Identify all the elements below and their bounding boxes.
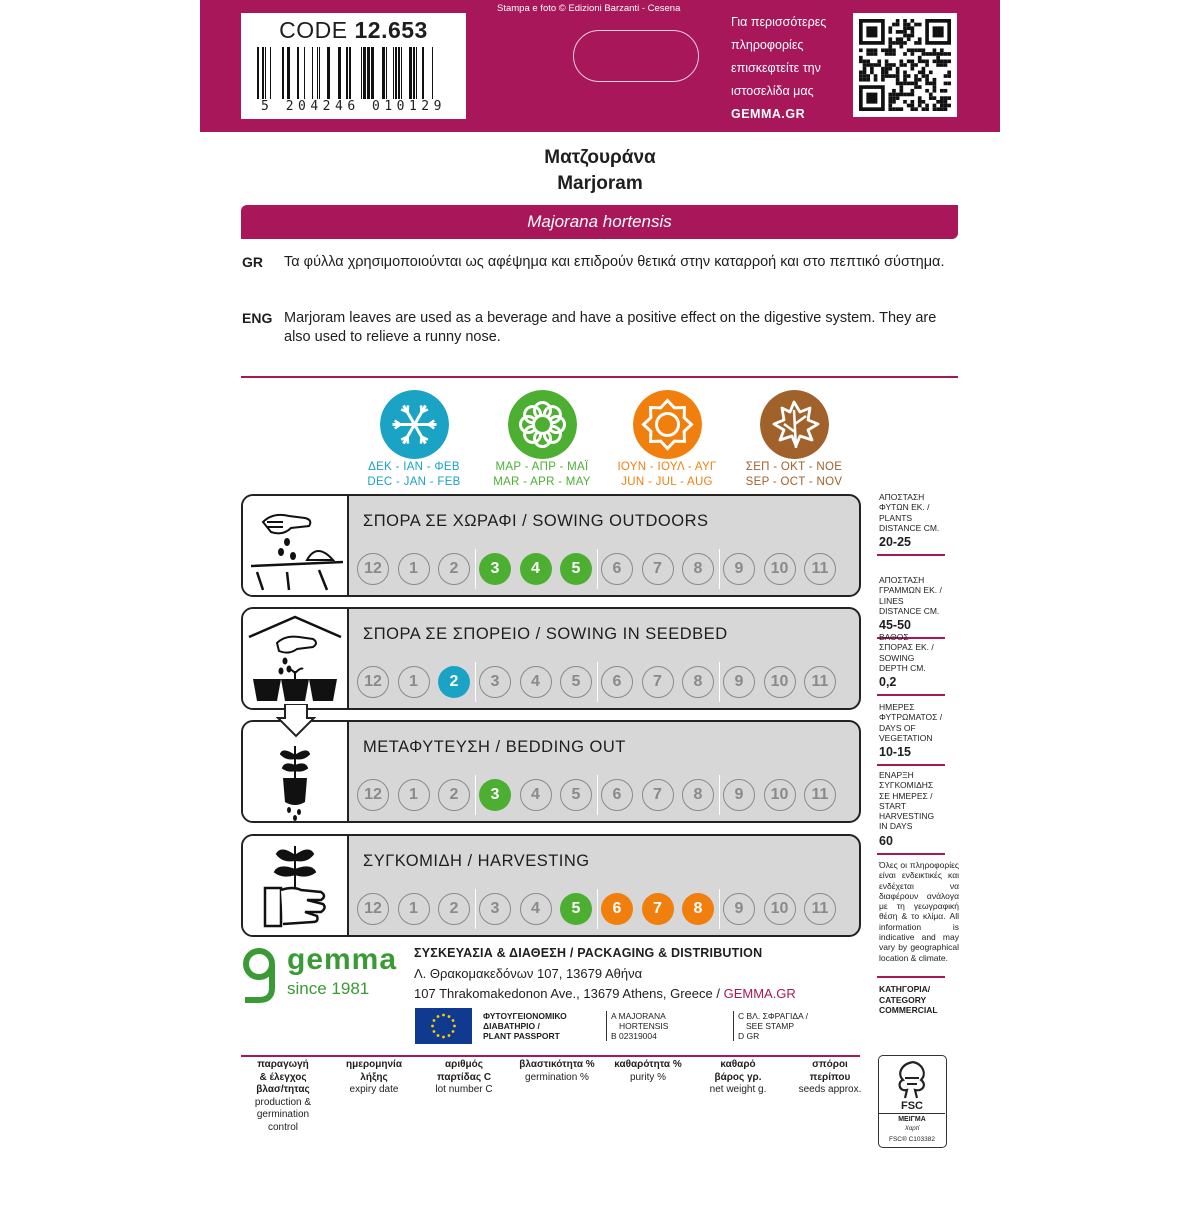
since-text: since 1981 bbox=[287, 979, 370, 998]
row-title: ΣΠΟΡΑ ΣΕ ΧΩΡΑΦΙ / SOWING OUTDOORS bbox=[363, 512, 709, 530]
stat-label: ΑΠΟΣΤΑΣΗ ΓΡΑΜΜΩΝ ΕΚ. / LINES DISTANCE CM. bbox=[879, 575, 942, 616]
month-6: 6 bbox=[601, 666, 633, 698]
stat-divider bbox=[877, 853, 945, 855]
stat-label: ΗΜΕΡΕΣ ΦΥΤΡΩΜΑΤΟΣ / DAYS OF VEGETATION bbox=[879, 702, 943, 743]
description-english: Marjoram leaves are used as a beverage and have a positive effect on the digestive system. They are also used to relieve a runny nose. bbox=[284, 310, 937, 345]
month-1: 1 bbox=[398, 666, 430, 698]
month-2: 2 bbox=[438, 779, 470, 811]
stat-label: ΒΑΘΟΣ ΣΠΟΡΑΣ ΕΚ. / SOWING DEPTH CM. bbox=[879, 632, 934, 673]
month-5: 5 bbox=[560, 779, 592, 811]
month-12: 12 bbox=[357, 666, 389, 698]
month-7: 7 bbox=[642, 666, 674, 698]
stat-value: 10-15 bbox=[879, 745, 911, 760]
month-2: 2 bbox=[438, 666, 470, 698]
brand-name: gemma bbox=[287, 943, 398, 976]
fsc-paper: Χαρτί bbox=[904, 1126, 920, 1132]
month-9: 9 bbox=[723, 893, 755, 925]
month-3: 3 bbox=[479, 553, 511, 585]
lot-info-column: καθαρό βάρος γρ. net weight g. bbox=[709, 1059, 767, 1095]
product-name-greek: Ματζουράνα bbox=[544, 147, 656, 168]
lot-info-column: παραγωγή & έλεγχος βλασ/τητας production & germination control bbox=[254, 1059, 312, 1133]
season-separator bbox=[475, 889, 476, 929]
month-6: 6 bbox=[601, 893, 633, 925]
fsc-badge bbox=[878, 1055, 947, 1148]
season-label-gr: ΣΕΠ - ΟΚΤ - ΝΟΕ bbox=[745, 461, 843, 473]
kod-number: ΚΩΔ. 16.837 bbox=[449, 60, 459, 112]
month-3: 3 bbox=[479, 893, 511, 925]
row-pictogram bbox=[243, 609, 349, 708]
lot-info-column: ημερομηνία λήξης expiry date bbox=[346, 1059, 402, 1095]
month-6: 6 bbox=[601, 779, 633, 811]
harvesting-icon bbox=[243, 836, 347, 935]
transplant-arrow-icon bbox=[276, 704, 316, 738]
seedbed-icon bbox=[243, 609, 347, 708]
sun-icon bbox=[633, 390, 702, 459]
season-separator bbox=[475, 549, 476, 589]
barcode-panel bbox=[241, 13, 466, 119]
season-label-gr: ΜΑΡ - ΑΠΡ - ΜΑΪ bbox=[495, 461, 589, 473]
more-info-text: Για περισσότερες πληροφορίες επισκεφτείτε την ιστοσελίδα μας GEMMA.GR bbox=[731, 11, 849, 126]
stat-label: ΕΝΑΡΞΗ ΣΥΓΚΟΜΙΔΗΣ ΣΕ ΗΜΕΡΕΣ / START HARVESTING IN DAYS bbox=[879, 770, 935, 832]
month-8: 8 bbox=[682, 666, 714, 698]
month-7: 7 bbox=[642, 893, 674, 925]
stat-value: 0,2 bbox=[879, 675, 897, 690]
fsc-code: FSC® C103382 bbox=[889, 1136, 935, 1143]
qr-code[interactable] bbox=[853, 13, 957, 117]
row-pictogram bbox=[243, 836, 349, 935]
month-8: 8 bbox=[682, 893, 714, 925]
month-10: 10 bbox=[764, 779, 796, 811]
month-2: 2 bbox=[438, 553, 470, 585]
season-label-en: MAR - APR - MAY bbox=[493, 476, 591, 488]
packaging-title: ΣΥΣΚΕΥΑΣΙΑ & ΔΙΑΘΕΣΗ / PACKAGING & DISTRIBUTION bbox=[414, 946, 763, 960]
season-separator bbox=[719, 549, 720, 589]
month-4: 4 bbox=[520, 779, 552, 811]
fsc-mix: ΜΕΙΓΜΑ bbox=[898, 1116, 926, 1123]
category-block: ΚΑΤΗΓΟΡΙΑ/ CATEGORY COMMERCIAL bbox=[879, 984, 938, 1015]
row-title: ΣΠΟΡΑ ΣΕ ΣΠΟΡΕΙΟ / SOWING IN SEEDBED bbox=[363, 625, 728, 643]
description-greek: Τα φύλλα χρησιμοποιούνται ως αφέψημα και επιδρούν θετικά στην καταρροή και στο πεπτικό σύστημα. bbox=[284, 254, 945, 270]
eu-flag-icon bbox=[415, 1008, 472, 1044]
month-6: 6 bbox=[601, 553, 633, 585]
website-link[interactable]: GEMMA.GR bbox=[731, 107, 806, 121]
month-11: 11 bbox=[804, 666, 836, 698]
passport-c-d: C ΒΛ. ΣΦΡΑΓΙΔΑ / SEE STAMP D GR bbox=[733, 1011, 808, 1041]
month-12: 12 bbox=[357, 779, 389, 811]
gemma-g-icon bbox=[241, 948, 281, 1004]
calendar-row bbox=[241, 720, 861, 823]
latin-name: Majorana hortensis bbox=[527, 212, 672, 231]
month-2: 2 bbox=[438, 893, 470, 925]
month-11: 11 bbox=[804, 893, 836, 925]
snowflake-icon bbox=[380, 390, 449, 459]
season-separator bbox=[475, 662, 476, 702]
product-name-english: Marjoram bbox=[557, 173, 643, 194]
season-label-en: DEC - JAN - FEB bbox=[367, 476, 461, 488]
row-title: ΣΥΓΚΟΜΙΔΗ / HARVESTING bbox=[363, 852, 590, 870]
month-12: 12 bbox=[357, 553, 389, 585]
row-pictogram bbox=[243, 496, 349, 595]
season-label-en: SEP - OCT - NOV bbox=[745, 476, 843, 488]
stats-divider bbox=[877, 976, 945, 978]
fsc-label: FSC bbox=[901, 1100, 923, 1112]
month-9: 9 bbox=[723, 553, 755, 585]
barcode-icon bbox=[257, 47, 451, 99]
product-code: CODE 12.653 bbox=[279, 17, 428, 43]
month-4: 4 bbox=[520, 893, 552, 925]
month-11: 11 bbox=[804, 553, 836, 585]
print-credit: Stampa e foto © Edizioni Barzanti - Cesena bbox=[497, 3, 681, 14]
season-separator bbox=[475, 775, 476, 815]
month-4: 4 bbox=[520, 666, 552, 698]
ean-number: 5 204246 010129 bbox=[261, 99, 446, 114]
lot-info-column: αριθμός παρτίδας C lot number C bbox=[435, 1059, 493, 1095]
stat-label: ΑΠΟΣΤΑΣΗ ΦΥΤΩΝ ΕΚ. / PLANTS DISTANCE CM. bbox=[879, 492, 940, 533]
season-separator bbox=[719, 662, 720, 702]
hang-hole-outline bbox=[573, 30, 699, 82]
lot-info-column: σπόροι περίπου seeds approx. bbox=[798, 1059, 862, 1095]
season-label-gr: ΔΕΚ - ΙΑΝ - ΦΕΒ bbox=[368, 461, 460, 473]
month-1: 1 bbox=[398, 893, 430, 925]
season-separator bbox=[719, 775, 720, 815]
lot-info-column: βλαστικότητα % germination % bbox=[519, 1059, 595, 1083]
season-separator bbox=[597, 889, 598, 929]
passport-a-b: A MAJORANA HORTENSIS B 02319004 bbox=[606, 1011, 668, 1041]
stat-divider bbox=[877, 764, 945, 766]
month-5: 5 bbox=[560, 893, 592, 925]
month-5: 5 bbox=[560, 666, 592, 698]
month-10: 10 bbox=[764, 666, 796, 698]
season-separator bbox=[719, 889, 720, 929]
stat-value: 45-50 bbox=[879, 618, 911, 633]
month-1: 1 bbox=[398, 779, 430, 811]
divider bbox=[241, 376, 958, 378]
month-10: 10 bbox=[764, 893, 796, 925]
month-8: 8 bbox=[682, 553, 714, 585]
lang-label-gr: GR bbox=[242, 254, 263, 270]
calendar-row bbox=[241, 607, 861, 710]
leaf-icon bbox=[760, 390, 829, 459]
month-4: 4 bbox=[520, 553, 552, 585]
fsc-tree-icon bbox=[891, 1060, 935, 1100]
disclaimer-text: Όλες οι πληροφορίες είναι ενδεικτικές και ενδέχεται να διαφέρουν ανάλογα με τη γεωγραφική θέση & το κλίμα. All information is indicative and may vary by geographical location & climate. bbox=[879, 860, 959, 963]
stat-divider bbox=[877, 554, 945, 556]
month-7: 7 bbox=[642, 553, 674, 585]
month-7: 7 bbox=[642, 779, 674, 811]
calendar-row bbox=[241, 494, 861, 597]
season-separator bbox=[597, 549, 598, 589]
month-3: 3 bbox=[479, 666, 511, 698]
month-8: 8 bbox=[682, 779, 714, 811]
row-title: ΜΕΤΑΦΥΤΕΥΣΗ / BEDDING OUT bbox=[363, 738, 626, 756]
season-label-gr: ΙΟΥΝ - ΙΟΥΛ - ΑΥΓ bbox=[617, 461, 717, 473]
month-11: 11 bbox=[804, 779, 836, 811]
address-english: 107 Thrakomakedonon Ave., 13679 Athens, Greece / GEMMA.GR bbox=[414, 986, 796, 1001]
month-12: 12 bbox=[357, 893, 389, 925]
footer-website-link[interactable]: GEMMA.GR bbox=[723, 986, 796, 1001]
latin-name-bar bbox=[241, 205, 958, 239]
month-10: 10 bbox=[764, 553, 796, 585]
month-1: 1 bbox=[398, 553, 430, 585]
stat-value: 20-25 bbox=[879, 535, 911, 550]
plant-passport-label: ΦΥΤΟΥΓΕΙΟΝΟΜΙΚΟ ΔΙΑΒΑΤΗΡΙΟ / PLANT PASSPORT bbox=[483, 1011, 567, 1041]
qr-code-icon bbox=[859, 19, 951, 111]
month-9: 9 bbox=[723, 779, 755, 811]
address-greek: Λ. Θρακομακεδόνων 107, 13679 Αθήνα bbox=[414, 966, 643, 981]
season-separator bbox=[597, 662, 598, 702]
lot-info-column: καθαρότητα % purity % bbox=[614, 1059, 682, 1083]
calendar-row bbox=[241, 834, 861, 937]
month-9: 9 bbox=[723, 666, 755, 698]
flower-icon bbox=[508, 390, 577, 459]
sowing-outdoors-icon bbox=[243, 496, 347, 595]
lang-label-en: ENG bbox=[242, 310, 273, 326]
season-separator bbox=[597, 775, 598, 815]
season-label-en: JUN - JUL - AUG bbox=[621, 476, 713, 488]
month-5: 5 bbox=[560, 553, 592, 585]
month-3: 3 bbox=[479, 779, 511, 811]
stat-value: 60 bbox=[879, 833, 893, 848]
stat-divider bbox=[877, 694, 945, 696]
bottom-divider bbox=[241, 1055, 860, 1057]
